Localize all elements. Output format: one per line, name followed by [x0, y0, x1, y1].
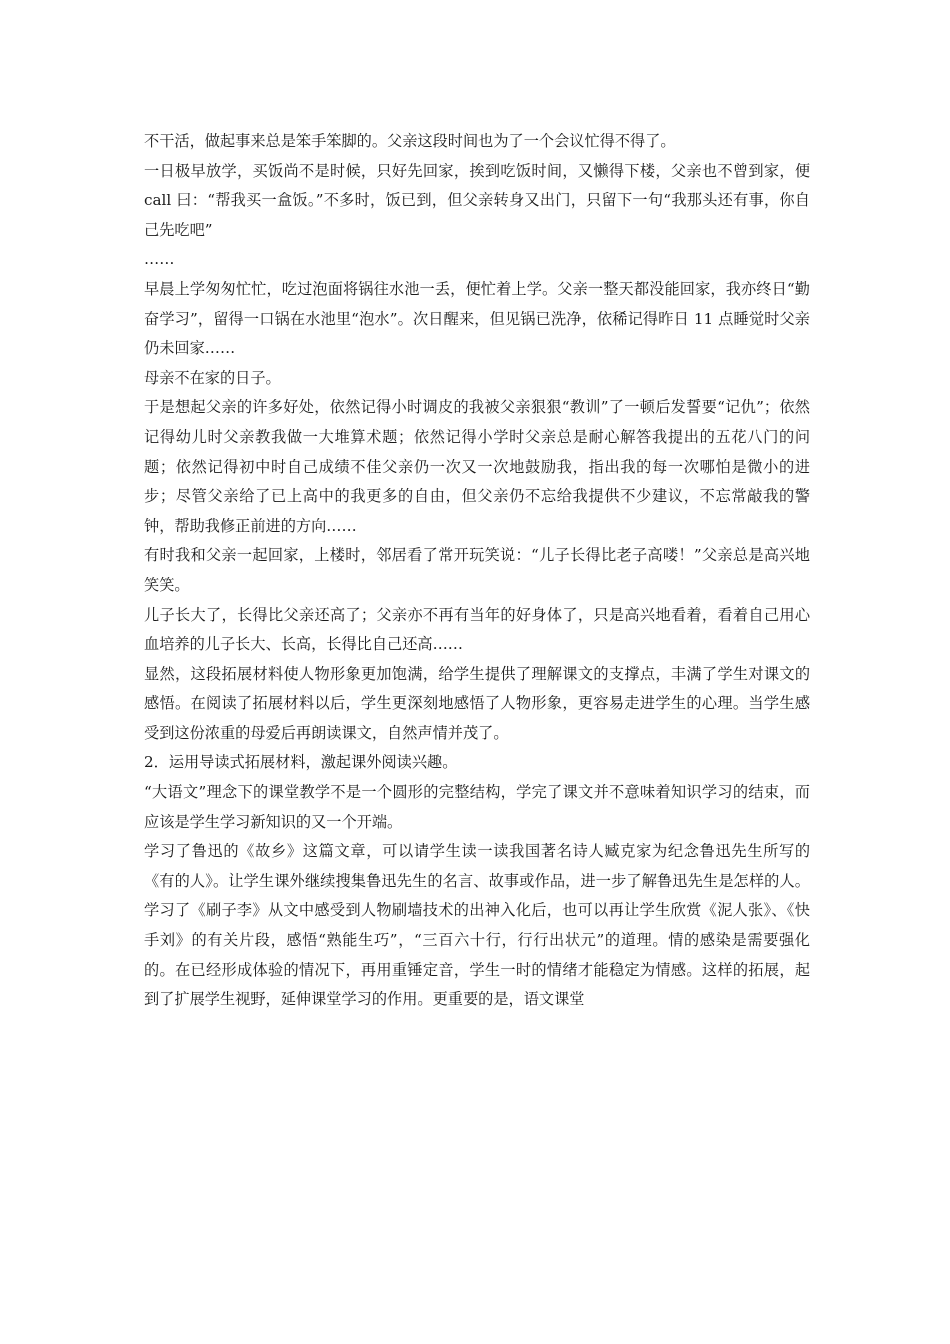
paragraph-12: 学习了鲁迅的《故乡》这篇文章，可以请学生读一读我国著名诗人臧克家为纪念鲁迅先生所写的《有的人》。让学生课外继续搜集鲁迅先生的名言、故事或作品，进一步了解鲁迅先生是怎样的人。学习了《刷子李》从文中感受到人物刷墙技术的出神入化后，也可以再让学生欣赏《泥人张》、《快手刘》的有关片段，感悟“熟能生巧”，“三百六十行，行行出状元”的道理。情的感染是需要强化的。在已经形成体验的情况下，再用重锤定音，学生一时的情绪才能稳定为情感。这样的拓展，起到了扩展学生视野，延伸课堂学习的作用。更重要的是，语文课堂	[144, 842, 810, 1009]
paragraph-8: 儿子长大了，长得比父亲还高了；父亲亦不再有当年的好身体了，只是高兴地看着，看着自己用心血培养的儿子长大、长高，长得比自己还高……	[144, 605, 810, 654]
body-text	[144, 127, 810, 1015]
paragraph-11: “大语文”理念下的课堂教学不是一个圆形的完整结构，学完了课文并不意味着知识学习的结束，而应该是学生学习新知识的又一个开端。	[144, 783, 810, 831]
paragraph-4: 早晨上学匆匆忙忙，吃过泡面将锅往水池一丢，便忙着上学。父亲一整天都没能回家，我亦终日“勤奋学习”，留得一口锅在水池里“泡水”。次日醒来，但见锅已洗净，依稀记得昨日 11 点睡觉时父亲仍未回家……	[144, 279, 810, 358]
paragraph-6: 于是想起父亲的许多好处，依然记得小时调皮的我被父亲狠狠“教训”了一顿后发誓要“记仇”；依然记得幼儿时父亲教我做一大堆算术题；依然记得小学时父亲总是耐心解答我提出的五花八门的问题；依然记得初中时自己成绩不佳父亲仍一次又一次地鼓励我，指出我的每一次哪怕是微小的进步；尽管父亲给了已上高中的我更多的自由，但父亲仍不忘给我提供不少建议，不忘常敲我的警钟，帮助我修正前进的方向……	[144, 398, 810, 535]
paragraph-2: 一日极早放学，买饭尚不是时候，只好先回家，挨到吃饭时间，又懒得下楼，父亲也不曾到家，便 call 曰：“帮我买一盒饭。”不多时，饭已到，但父亲转身又出门，只留下一句“我那头还有事，你自己先吃吧”	[144, 161, 810, 239]
paragraph-7: 有时我和父亲一起回家，上楼时，邻居看了常开玩笑说：“儿子长得比老子高喽！”父亲总是高兴地笑笑。	[144, 546, 810, 594]
section-heading: 2．运用导读式拓展材料，激起课外阅读兴趣。	[144, 753, 458, 772]
paragraph-1: 不干活，做起事来总是笨手笨脚的。父亲这段时间也为了一个会议忙得不得了。	[144, 132, 676, 150]
paragraph-5: 母亲不在家的日子。	[144, 368, 281, 387]
paragraph-9: 显然，这段拓展材料使人物形象更加饱满，给学生提供了理解课文的支撑点，丰满了学生对课文的感悟。在阅读了拓展材料以后，学生更深刻地感悟了人物形象，更容易走进学生的心理。当学生感受到这份浓重的母爱后再朗读课文，自然声情并茂了。	[144, 664, 810, 742]
paragraph-3: ……	[144, 250, 175, 269]
